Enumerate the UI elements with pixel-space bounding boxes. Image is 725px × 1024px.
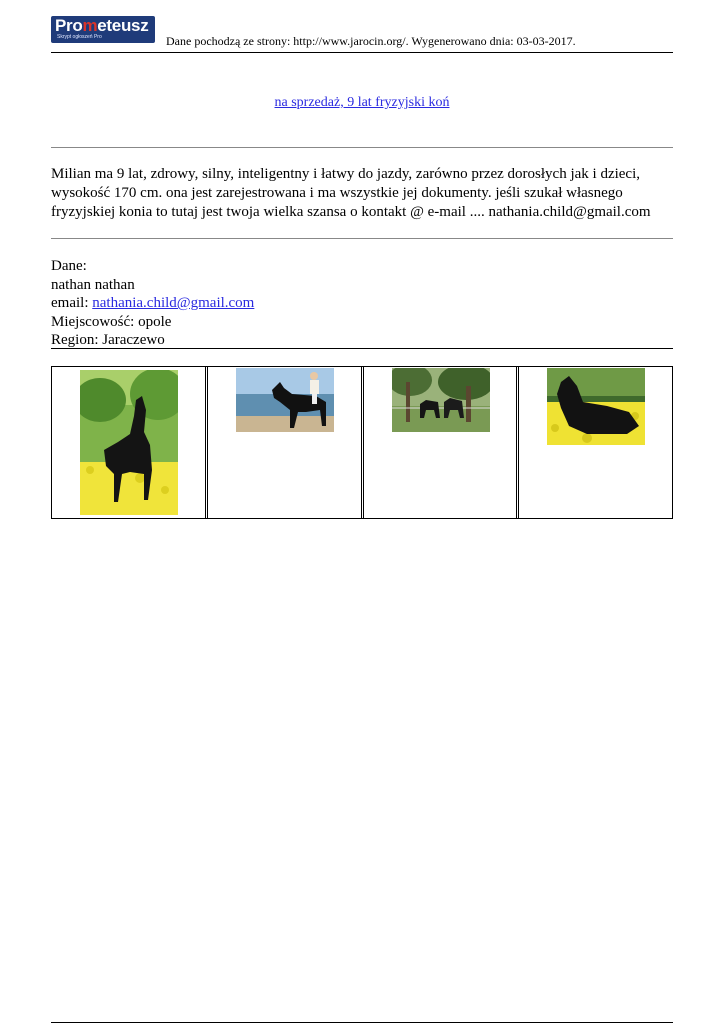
- email-label: email:: [51, 295, 93, 311]
- contact-city: Miejscowość: opole: [51, 313, 172, 330]
- logo-tagline: Skrypt ogłoszeń Pro: [57, 34, 102, 40]
- listing-description: Milian ma 9 lat, zdrowy, silny, inteligentny i łatwy do jazdy, zarówno przez dorosłych jak i dzieci, wysokość 170 cm. ona jest zarejestrowana i ma wszystkie jej dokumenty. jeśli szukał własnego fryzyjskiej konia to tutaj jest twoja wielka szansa o kontakt @ e-mail .... nathania.child@gmail.com: [51, 166, 651, 220]
- source-note: Dane pochodzą ze strony: http://www.jarocin.org/. Wygenerowano dnia: 03-03-2017.: [166, 34, 576, 48]
- gallery-cell: [518, 367, 672, 518]
- horse-in-field-photo[interactable]: [80, 370, 178, 515]
- listing-title-link[interactable]: na sprzedaż, 9 lat fryzyjski koń: [274, 95, 450, 110]
- description-divider: [51, 238, 673, 239]
- contact-info: [51, 257, 254, 350]
- contact-heading: Dane:: [51, 258, 87, 274]
- contact-email-row: [51, 294, 254, 313]
- contact-name: nathan nathan: [51, 276, 135, 293]
- photo-gallery: [51, 366, 673, 519]
- gallery-cell: [207, 367, 362, 518]
- info-divider: [51, 348, 673, 349]
- title-divider: [51, 147, 673, 148]
- logo-wordmark: Prometeusz: [55, 16, 149, 35]
- horse-rider-beach-photo[interactable]: [236, 368, 334, 432]
- horse-lying-flowers-photo[interactable]: [547, 368, 645, 445]
- contact-region: Region: Jaraczewo: [51, 332, 165, 348]
- footer-divider: [51, 1022, 673, 1023]
- contact-email-link[interactable]: nathania.child@gmail.com: [92, 295, 255, 311]
- listing-title: [51, 95, 673, 111]
- site-logo: [51, 16, 155, 43]
- gallery-cell: [363, 367, 518, 518]
- gallery-cell: [52, 367, 206, 518]
- header-divider: [51, 52, 673, 53]
- horses-under-trees-photo[interactable]: [392, 368, 490, 432]
